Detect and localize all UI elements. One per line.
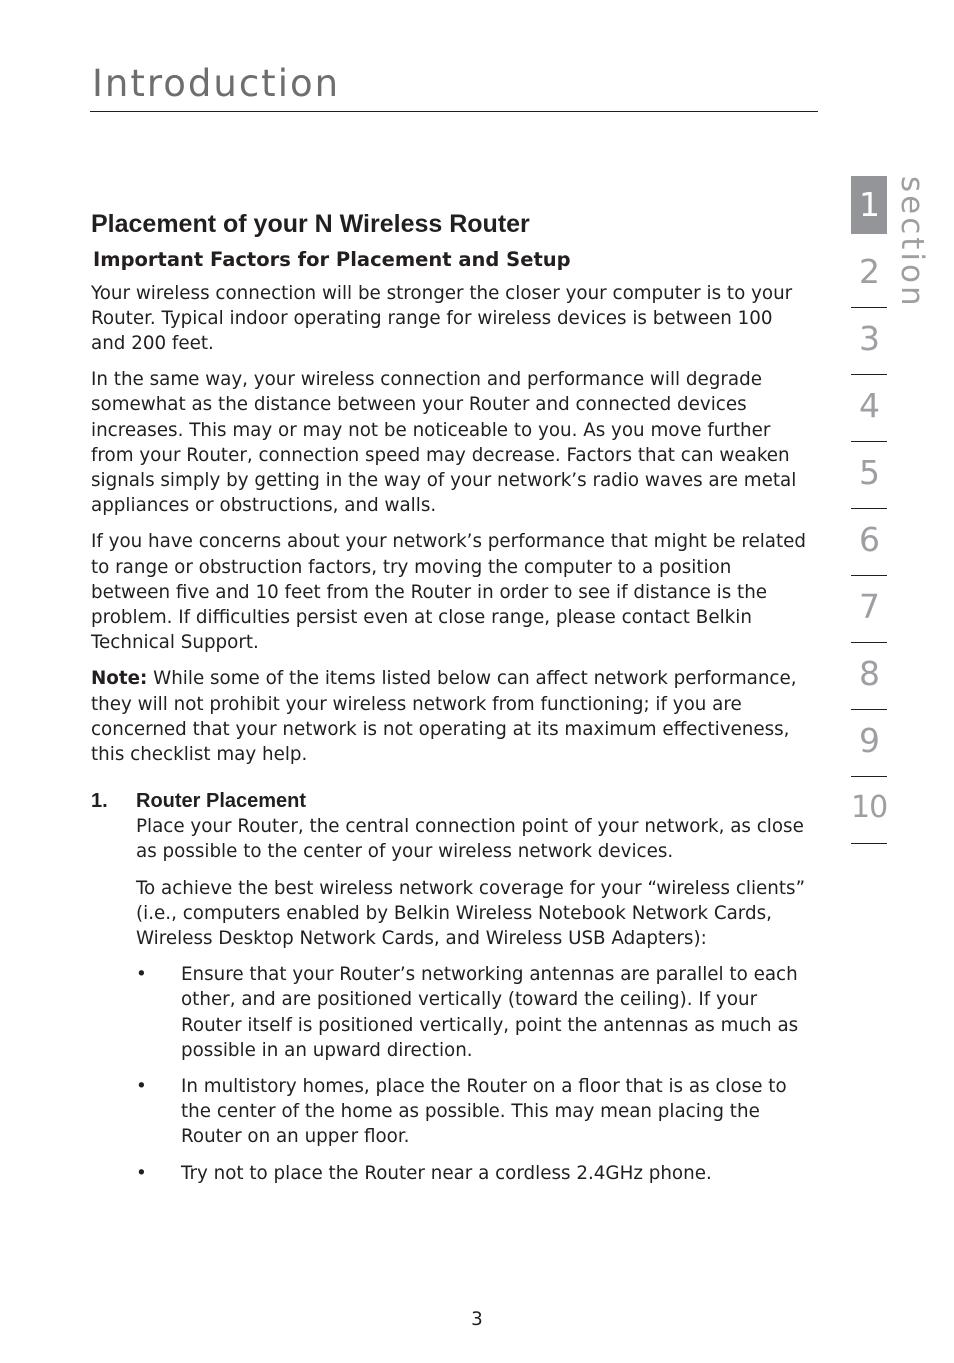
bullet-item [136, 962, 807, 1063]
item-paragraph-1: Place your Router, the central connection point of your network, as close as possible to the center of your wireless network devices. [136, 816, 804, 863]
section-tab-4[interactable]: 4 [851, 376, 887, 442]
bullet-text: Try not to place the Router near a cordless 2.4GHz phone. [181, 1162, 712, 1184]
page-number: 3 [471, 1309, 483, 1330]
section-tab-1[interactable]: 1 [851, 176, 887, 234]
section-tab-6[interactable]: 6 [851, 510, 887, 576]
section-nav [851, 176, 887, 845]
section-tab-10[interactable]: 10 [851, 778, 887, 844]
bullet-icon: • [136, 964, 147, 986]
item-number: 1. [91, 790, 108, 813]
paragraph-1: Your wireless connection will be stronger the closer your computer is to your Router. Typical indoor operating range for wireless devices is between 100 and 200 feet. [91, 282, 793, 354]
header-rule [90, 111, 818, 112]
numbered-item-router-placement [91, 789, 807, 1186]
section-tab-2[interactable]: 2 [851, 242, 887, 308]
item-paragraph-2: To achieve the best wireless network coverage for your “wireless clients” (i.e., computers enabled by Belkin Wireless Notebook Network Cards, Wireless Desktop Network Cards, and Wireless USB Adapters): [136, 877, 806, 950]
note-text: While some of the items listed below can affect network performance, they will not prohibit your wireless network from functioning; if you are concerned that your network is not operating at its maximum effectiveness, this checklist may help. [91, 668, 797, 766]
bullet-item [136, 1074, 807, 1150]
bullet-item [136, 1161, 807, 1186]
paragraph-2: In the same way, your wireless connection and performance will degrade somewhat as the distance between your Router and connected devices increases. This may or may not be noticeable to you. As you move further from your Router, connection speed may decrease. Factors that can weaken signals simply by getting in the way of your network’s radio waves are metal appliances or obstructions, and walls. [91, 369, 797, 517]
bullet-text: In multistory homes, place the Router on a floor that is as close to the center of the home as possible. This may mean placing the Router on an upper floor. [181, 1076, 787, 1148]
section-tab-8[interactable]: 8 [851, 644, 887, 710]
section-label: section [894, 176, 930, 309]
bullet-text: Ensure that your Router’s networking antennas are parallel to each other, and are positioned vertically (toward the ceiling). If your Router itself is positioned vertically, point the antennas as much as possible in an upward direction. [181, 964, 799, 1061]
main-content [91, 209, 807, 1197]
bullet-list [136, 962, 807, 1186]
section-tab-5[interactable]: 5 [851, 443, 887, 509]
section-tab-3[interactable]: 3 [851, 309, 887, 375]
section-tab-9[interactable]: 9 [851, 711, 887, 777]
page-header-title: Introduction [92, 62, 341, 105]
section-subheading: Important Factors for Placement and Setup [93, 248, 571, 272]
bullet-icon: • [136, 1162, 147, 1184]
note-paragraph [91, 666, 807, 767]
note-label: Note: [91, 668, 148, 690]
section-tab-7[interactable]: 7 [851, 577, 887, 643]
item-title: Router Placement [136, 790, 307, 813]
bullet-icon: • [136, 1076, 147, 1098]
paragraph-3: If you have concerns about your network’s performance that might be related to range or obstruction factors, try moving the computer to a position between five and 10 feet from the Router in order to see if distance is the problem. If difficulties persist even at close range, please contact Belkin Technical Support. [91, 531, 807, 654]
section-heading: Placement of your N Wireless Router [91, 210, 530, 238]
